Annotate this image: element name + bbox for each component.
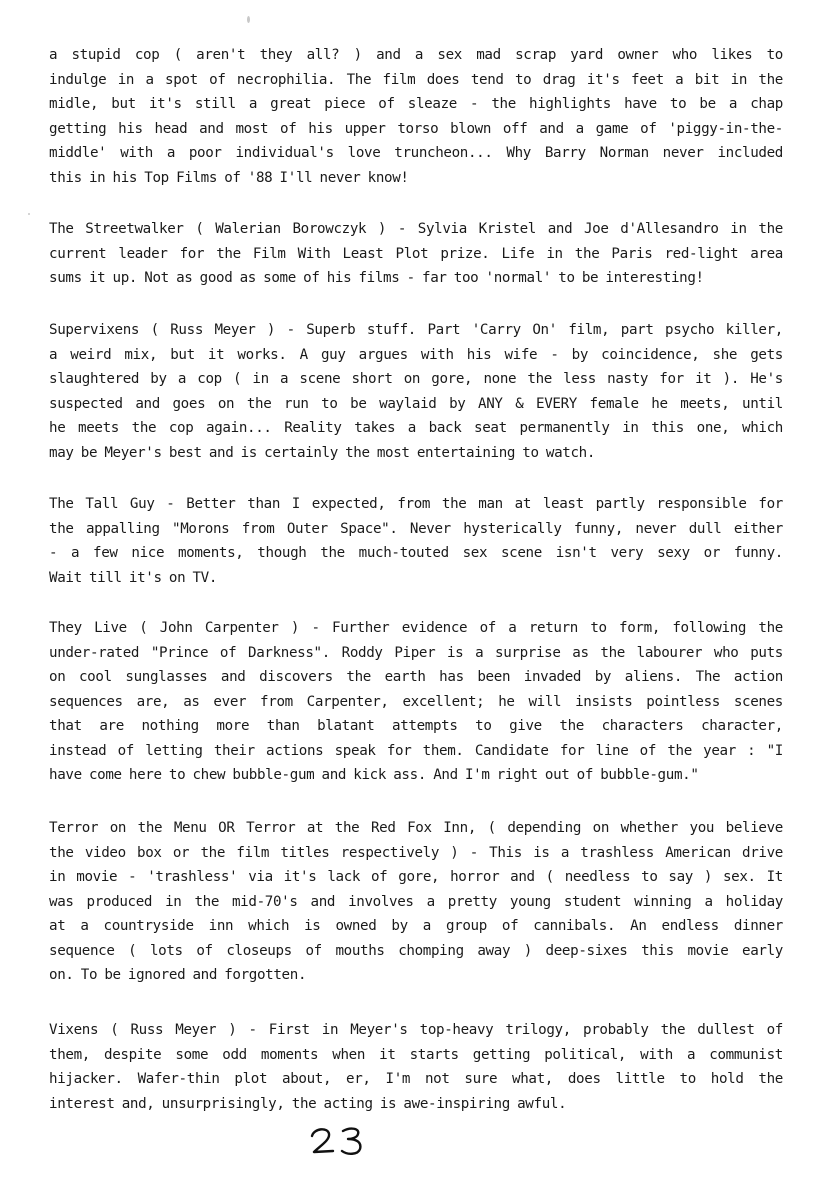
review-paragraph-they-live bbox=[49, 616, 783, 788]
text-line: on. To be ignored and forgotten. bbox=[49, 967, 307, 983]
text-line: have come here to chew bubble-gum and kick ass. And I'm right out of bubble-gum." bbox=[49, 767, 699, 783]
text-line: the appalling "Morons from Outer Space". Never hysterically funny, never dull either bbox=[49, 520, 783, 537]
text-line: was produced in the mid-70's and involves a pretty young student winning a holiday bbox=[49, 893, 783, 910]
handwritten-page-number bbox=[300, 1122, 400, 1162]
text-line: he meets the cop again... Reality takes a back seat permanently in this one, which bbox=[49, 420, 783, 436]
page-number bbox=[300, 1122, 400, 1162]
review-paragraph-vixens bbox=[49, 1018, 783, 1116]
text-line: this in his Top Films of '88 I'll never know! bbox=[49, 169, 409, 186]
text-line: midle, but it's still a great piece of sleaze - the highlights have to be a chap bbox=[49, 96, 783, 112]
text-line: slaughtered by a cop ( in a scene short on gore, none the less nasty for it ). He's bbox=[49, 371, 783, 387]
text-line: a stupid cop ( aren't they all? ) and a sex mad scrap yard owner who likes to bbox=[49, 47, 783, 63]
review-paragraph-the-tall-guy bbox=[49, 492, 783, 590]
text-line: suspected and goes on the run to be waylaid by ANY & EVERY female he meets, until bbox=[49, 395, 783, 412]
text-line: Wait till it's on TV. bbox=[49, 569, 218, 586]
text-line: - a few nice moments, though the much-touted sex scene isn't very sexy or funny. bbox=[49, 545, 783, 561]
text-line: hijacker. Wafer-thin plot about, er, I'm not sure what, does little to hold the bbox=[49, 1071, 783, 1087]
text-line: sequence ( lots of closeups of mouths chomping away ) deep-sixes this movie early bbox=[49, 942, 783, 959]
text-line: They Live ( John Carpenter ) - Further evidence of a return to form, following the bbox=[49, 620, 783, 636]
text-line: in movie - 'trashless' via it's lack of gore, horror and ( needless to say ) sex. It bbox=[49, 869, 783, 885]
text-line: sums it up. Not as good as some of his films - far too 'normal' to be interesting! bbox=[49, 270, 704, 286]
text-line: current leader for the Film With Least Plot prize. Life in the Paris red-light area bbox=[49, 245, 783, 262]
text-line: Vixens ( Russ Meyer ) - First in Meyer's top-heavy trilogy, probably the dullest of bbox=[49, 1022, 783, 1038]
text-line: interest and, unsurprisingly, the acting is awe-inspiring awful. bbox=[49, 1095, 567, 1112]
text-line: under-rated "Prince of Darkness". Roddy Piper is a surprise as the labourer who puts bbox=[49, 644, 783, 661]
text-line: sequences are, as ever from Carpenter, excellent; he will insists pointless scenes bbox=[49, 693, 783, 710]
review-paragraph-supervixens bbox=[49, 318, 783, 465]
scan-speck bbox=[28, 213, 30, 215]
review-paragraph-the-streetwalker bbox=[49, 217, 783, 291]
text-line: that are nothing more than blatant attempts to give the characters character, bbox=[49, 718, 783, 734]
text-line: may be Meyer's best and is certainly the most entertaining to watch. bbox=[49, 444, 596, 461]
text-line: The Tall Guy - Better than I expected, from the man at least partly responsible for bbox=[49, 496, 783, 512]
text-line: Supervixens ( Russ Meyer ) - Superb stuff. Part 'Carry On' film, part psycho killer, bbox=[49, 322, 783, 338]
text-line: Terror on the Menu OR Terror at the Red Fox Inn, ( depending on whether you believe bbox=[49, 820, 783, 836]
text-line: indulge in a spot of necrophilia. The film does tend to drag it's feet a bit in the bbox=[49, 71, 783, 88]
text-line: them, despite some odd moments when it starts getting political, with a communist bbox=[49, 1046, 783, 1063]
text-line: on cool sunglasses and discovers the earth has been invaded by aliens. The action bbox=[49, 669, 783, 685]
review-paragraph-terror-on-the-menu bbox=[49, 816, 783, 988]
text-line: getting his head and most of his upper torso blown off and a game of 'piggy-in-the- bbox=[49, 120, 783, 137]
text-line: instead of letting their actions speak for them. Candidate for line of the year : "I bbox=[49, 742, 783, 759]
review-paragraph-continued bbox=[49, 43, 783, 190]
text-line: at a countryside inn which is owned by a group of cannibals. An endless dinner bbox=[49, 918, 783, 934]
text-line: the video box or the film titles respectively ) - This is a trashless American drive bbox=[49, 844, 783, 861]
scan-speck bbox=[247, 16, 250, 23]
text-line: The Streetwalker ( Walerian Borowczyk ) - Sylvia Kristel and Joe d'Allesandro in the bbox=[49, 221, 783, 237]
text-line: middle' with a poor individual's love truncheon... Why Barry Norman never included bbox=[49, 145, 783, 161]
text-line: a weird mix, but it works. A guy argues with his wife - by coincidence, she gets bbox=[49, 346, 783, 363]
